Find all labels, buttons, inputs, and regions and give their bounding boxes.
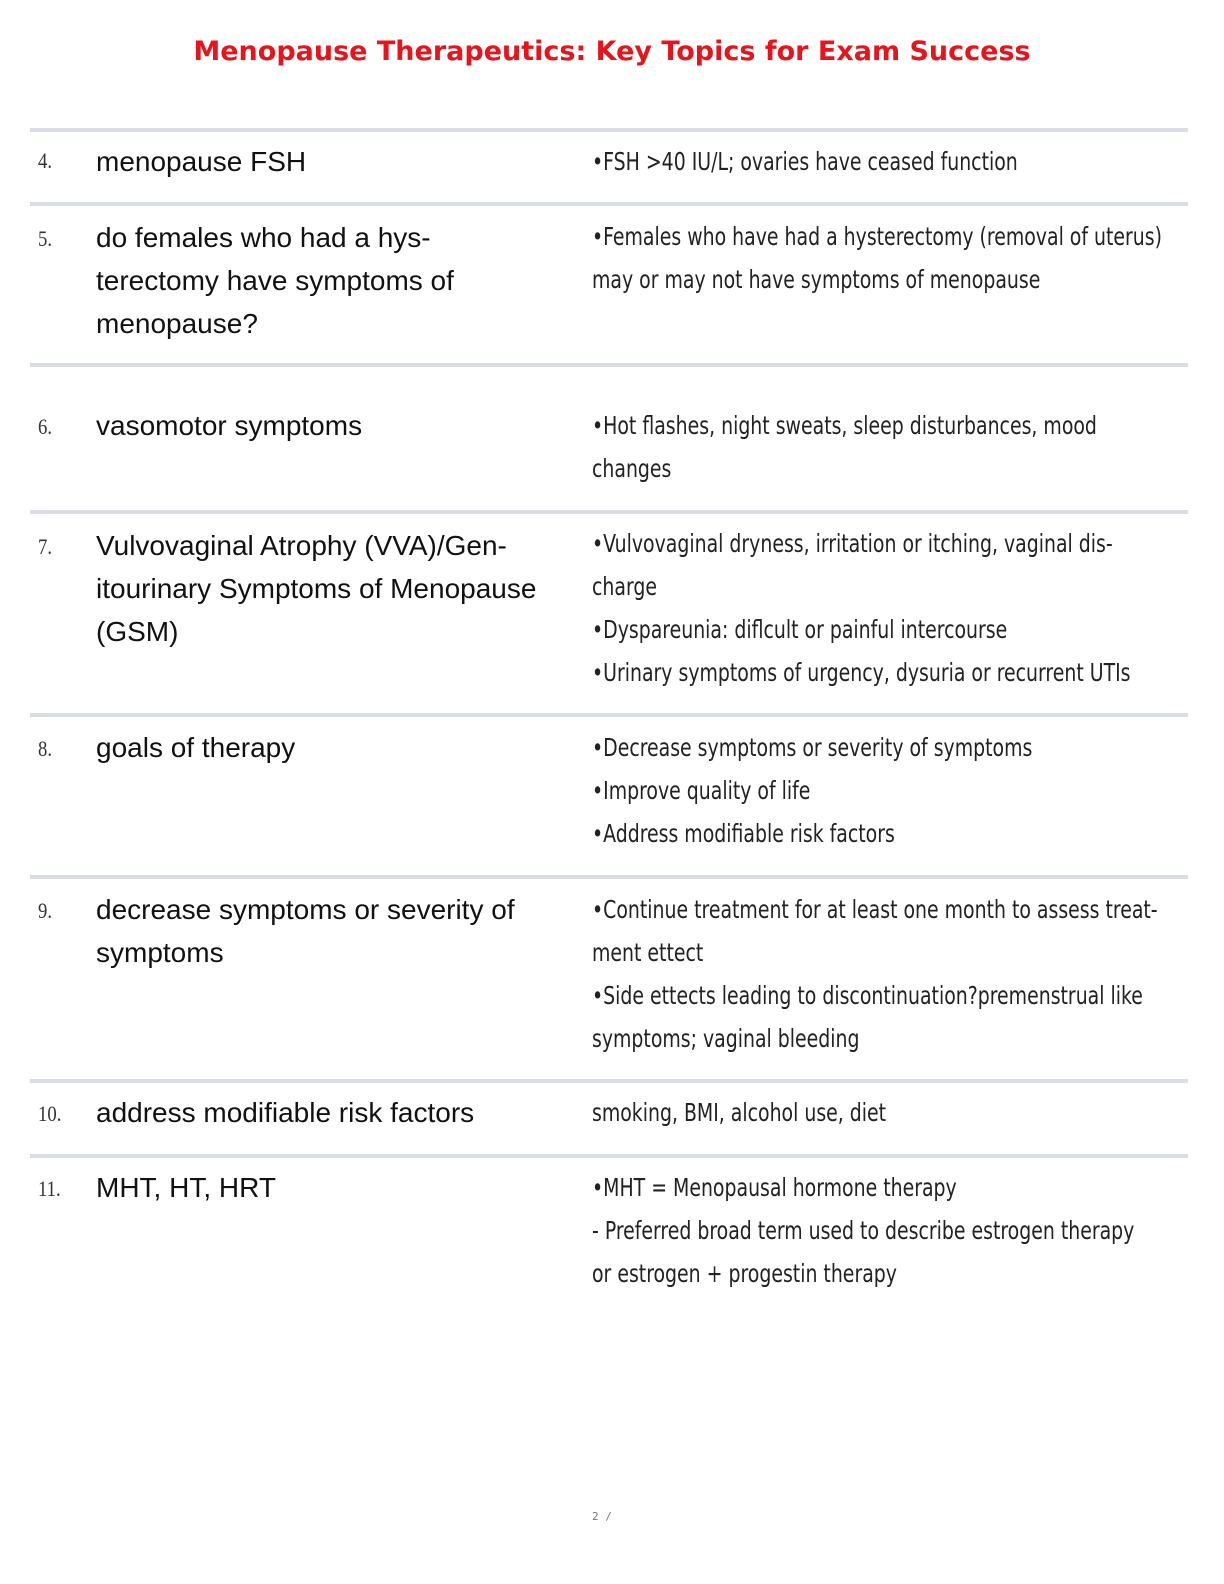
definition-line: or estrogen + progestin therapy — [592, 1259, 897, 1288]
item-term: decrease symptoms or severity of symptoms — [96, 894, 515, 968]
item-number: 9. — [38, 898, 53, 923]
definition-line: •Continue treatment for at least one month to assess treat- — [592, 895, 1158, 924]
divider — [30, 875, 1188, 879]
definition-line: •Decrease symptoms or severity of symptoms — [592, 733, 1033, 762]
item-term: Vulvovaginal Atrophy (VVA)/Gen-itourinary Symptoms of Menopause (GSM) — [96, 530, 537, 647]
definition-line: may or may not have symptoms of menopause — [592, 265, 1041, 294]
definition-line: •FSH >40 IU/L; ovaries have ceased function — [592, 147, 1018, 176]
item-number: 8. — [38, 736, 53, 761]
item-number: 4. — [38, 148, 53, 173]
definition-line: •Vulvovaginal dryness, irritation or itching, vaginal dis- — [592, 529, 1113, 558]
page-number: 2 / — [592, 1510, 612, 1523]
item-term: goals of therapy — [96, 732, 296, 763]
item-definition — [592, 215, 1162, 301]
item-number: 7. — [38, 534, 53, 559]
divider — [30, 1154, 1188, 1158]
divider — [30, 363, 1188, 367]
definition-line: •Side ettects leading to discontinuation?premenstrual like — [592, 981, 1143, 1010]
divider — [30, 1079, 1188, 1083]
item-number: 10. — [38, 1101, 62, 1126]
item-definition — [592, 522, 1131, 694]
item-term: MHT, HT, HRT — [96, 1172, 276, 1203]
definition-line: •Address modifiable risk factors — [592, 819, 895, 848]
definition-line: •Females who have had a hysterectomy (removal of uterus) — [592, 222, 1162, 251]
page-title: Menopause Therapeutics: Key Topics for Exam Success — [193, 36, 1031, 67]
divider — [30, 202, 1188, 206]
definition-line: changes — [592, 454, 672, 483]
item-number: 6. — [38, 414, 53, 439]
definition-line: •Improve quality of life — [592, 776, 811, 805]
item-definition — [592, 1166, 1135, 1295]
definition-line: - Preferred broad term used to describe estrogen therapy — [592, 1216, 1135, 1245]
item-definition — [592, 726, 1096, 855]
item-definition — [592, 140, 1096, 183]
item-number: 11. — [38, 1176, 61, 1201]
item-term: vasomotor symptoms — [96, 410, 363, 441]
item-term: do females who had a hys-terectomy have symptoms of menopause? — [96, 222, 454, 339]
definition-line: •Dyspareunia: diflcult or painful intercourse — [592, 615, 1008, 644]
divider — [30, 713, 1188, 717]
item-definition — [592, 404, 1096, 490]
definition-line: charge — [592, 572, 657, 601]
definition-line: symptoms; vaginal bleeding — [592, 1024, 860, 1053]
definition-line: •MHT = Menopausal hormone therapy — [592, 1173, 957, 1202]
item-definition — [592, 1091, 1096, 1134]
definition-line: •Urinary symptoms of urgency, dysuria or recurrent UTIs — [592, 658, 1131, 687]
divider — [30, 128, 1188, 132]
divider — [30, 510, 1188, 514]
item-term: menopause FSH — [96, 146, 307, 177]
item-number: 5. — [38, 226, 53, 251]
definition-line: ment ettect — [592, 938, 704, 967]
item-term: address modifiable risk factors — [96, 1097, 475, 1128]
definition-line: •Hot flashes, night sweats, sleep disturbances, mood — [592, 411, 1097, 440]
item-definition — [592, 888, 1158, 1060]
definition-line: smoking, BMI, alcohol use, diet — [592, 1098, 887, 1127]
